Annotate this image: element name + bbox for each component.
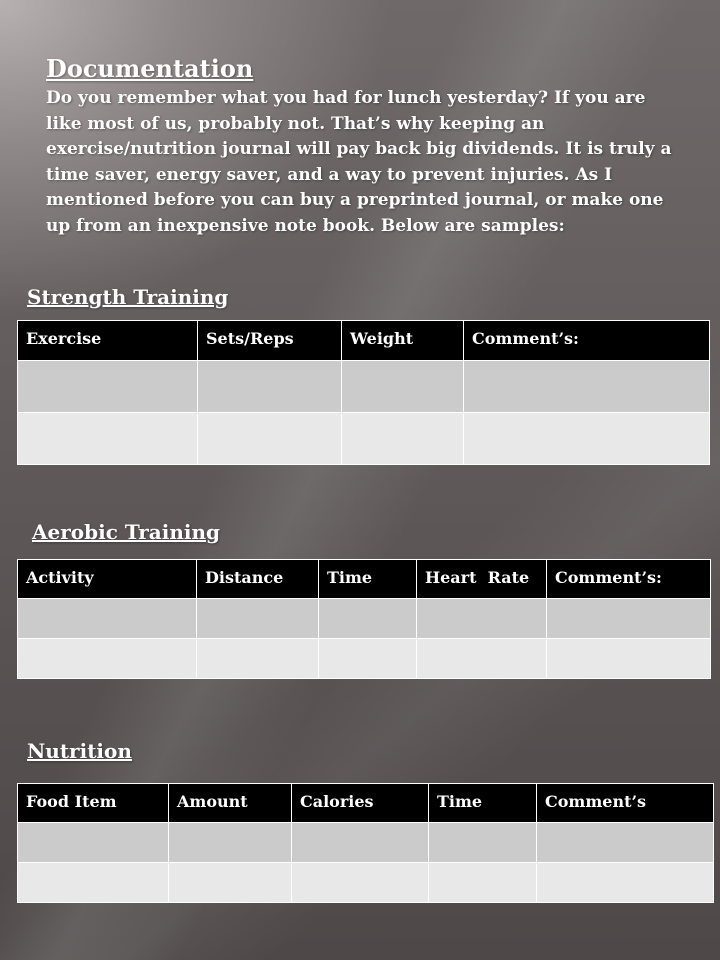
table-cell	[547, 639, 711, 679]
nutrition-table	[17, 783, 714, 903]
table-cell	[417, 639, 547, 679]
documentation-body: Do you remember what you had for lunch yesterday? If you are like most of us, probably not. That’s why keeping an exercise/nutrition journal will pay back big dividends. It is truly a time saver, energy saver, and a way to prevent injuries. As I mentioned before you can buy a preprinted journal, or make one up from an inexpensive note book. Below are samples:	[46, 88, 672, 236]
table-cell	[417, 599, 547, 639]
table-row	[18, 863, 714, 903]
table-cell	[18, 599, 197, 639]
aerobic-training-table	[17, 559, 711, 679]
table-cell	[342, 361, 464, 413]
table-cell	[319, 599, 417, 639]
column-header-comments: Comment’s:	[547, 560, 711, 599]
table-cell	[537, 823, 714, 863]
documentation-section	[46, 54, 686, 239]
table-cell	[464, 361, 710, 413]
table-cell	[342, 413, 464, 465]
table-header-row	[18, 321, 710, 361]
table-row	[18, 639, 711, 679]
aerobic-training-heading: Aerobic Training	[32, 520, 221, 544]
table-cell	[292, 823, 429, 863]
strength-training-table	[17, 320, 710, 465]
table-row	[18, 361, 710, 413]
column-header-activity: Activity	[18, 560, 197, 599]
table-cell	[18, 361, 198, 413]
table-cell	[197, 639, 319, 679]
column-header-calories: Calories	[292, 784, 429, 823]
column-header-time: Time	[319, 560, 417, 599]
table-row	[18, 823, 714, 863]
column-header-comments: Comment’s	[537, 784, 714, 823]
column-header-time: Time	[429, 784, 537, 823]
table-cell	[547, 599, 711, 639]
column-header-distance: Distance	[197, 560, 319, 599]
strength-training-heading: Strength Training	[27, 285, 229, 309]
table-cell	[292, 863, 429, 903]
table-cell	[429, 863, 537, 903]
table-cell	[198, 361, 342, 413]
column-header-exercise: Exercise	[18, 321, 198, 361]
table-row	[18, 599, 711, 639]
table-cell	[429, 823, 537, 863]
table-cell	[18, 639, 197, 679]
table-cell	[169, 863, 292, 903]
table-cell	[18, 863, 169, 903]
table-cell	[197, 599, 319, 639]
table-cell	[169, 823, 292, 863]
table-cell	[18, 413, 198, 465]
table-cell	[537, 863, 714, 903]
documentation-title: Documentation	[46, 54, 254, 83]
table-header-row	[18, 784, 714, 823]
table-cell	[18, 823, 169, 863]
column-header-food-item: Food Item	[18, 784, 169, 823]
column-header-comments: Comment’s:	[464, 321, 710, 361]
nutrition-heading: Nutrition	[27, 739, 132, 763]
column-header-weight: Weight	[342, 321, 464, 361]
table-cell	[319, 639, 417, 679]
column-header-sets-reps: Sets/Reps	[198, 321, 342, 361]
table-row	[18, 413, 710, 465]
table-cell	[464, 413, 710, 465]
table-header-row	[18, 560, 711, 599]
column-header-heart-rate: Heart Rate	[417, 560, 547, 599]
column-header-amount: Amount	[169, 784, 292, 823]
table-cell	[198, 413, 342, 465]
